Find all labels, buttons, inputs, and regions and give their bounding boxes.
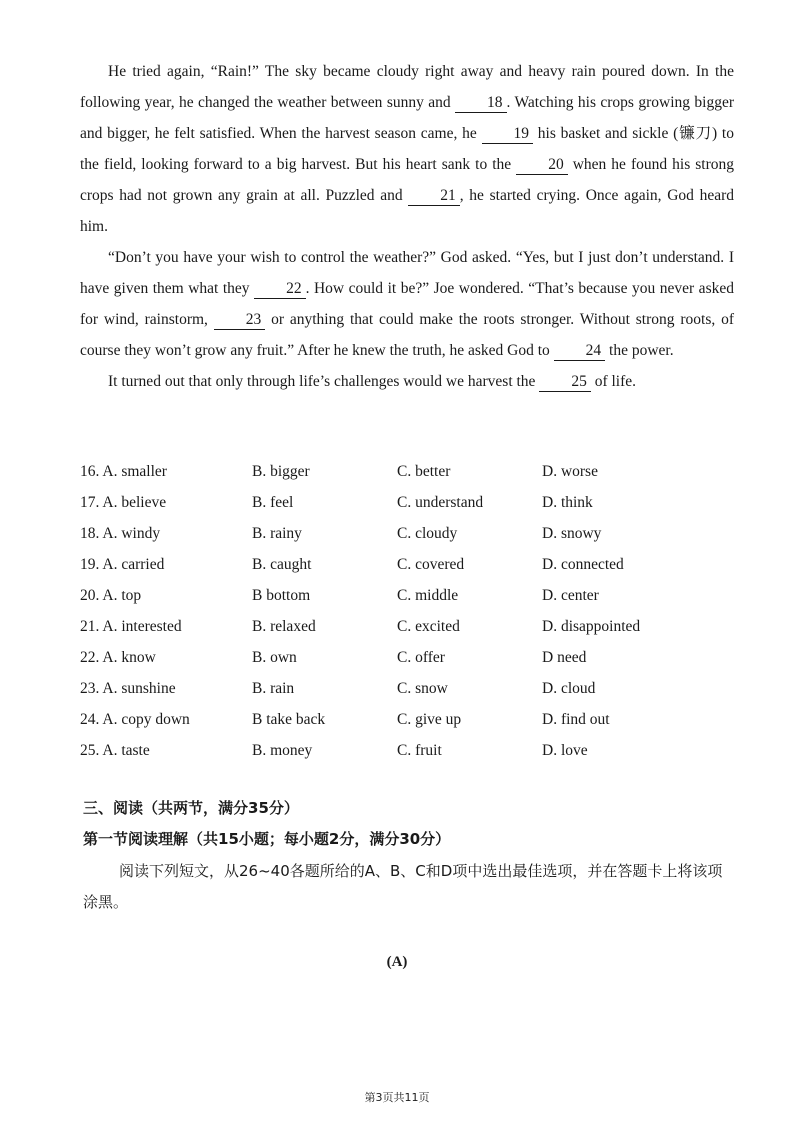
blank-24: 24	[554, 342, 606, 361]
blank-23: 23	[214, 311, 266, 330]
option-a: 18. A. windy	[80, 525, 161, 542]
option-d: D. snowy	[542, 525, 602, 542]
option-b: B. own	[252, 649, 297, 666]
passage-label: (A)	[386, 954, 408, 970]
blank-19: 19	[482, 125, 534, 144]
page-footer: 第3页共11页	[364, 1091, 430, 1104]
cloze-passage	[80, 56, 734, 397]
option-d: D. cloud	[542, 680, 596, 697]
option-c: C. fruit	[397, 742, 442, 759]
passage-text: He tried again, “Rain!” The sky became cloudy right away and heavy rain poured down. In the following year, he changed the weather between sunny and	[80, 63, 734, 111]
option-b: B. feel	[252, 494, 294, 511]
option-c: C. excited	[397, 618, 460, 635]
option-d: D. connected	[542, 556, 624, 573]
option-a: 23. A. sunshine	[80, 680, 176, 697]
passage-paragraph-3	[80, 366, 734, 397]
passage-text: , he started crying. Once again, God heard him.	[80, 187, 734, 235]
option-a: 16. A. smaller	[80, 463, 167, 480]
option-row-25	[80, 735, 740, 766]
passage-text: of life.	[590, 373, 637, 390]
option-a: 19. A. carried	[80, 556, 165, 573]
blank-22: 22	[254, 280, 306, 299]
blank-18: 18	[455, 94, 507, 113]
option-row-18	[80, 518, 740, 549]
option-c: C. understand	[397, 494, 484, 511]
passage-text: “Don’t you have your wish to control the weather?” God asked. “Yes, but I just don’t understand. I have given them what they	[80, 249, 734, 297]
passage-text: when he found his strong crops had not grown any grain at all. Puzzled and	[80, 156, 734, 204]
option-b: B. rain	[252, 680, 295, 697]
option-c: C. better	[397, 463, 451, 480]
passage-text: . Watching his crops growing bigger and bigger, he felt satisfied. When the harvest season came, he	[80, 94, 734, 142]
option-a: 24. A. copy down	[80, 711, 190, 728]
option-b: B bottom	[252, 587, 311, 604]
option-c: C. snow	[397, 680, 448, 697]
passage-text: or anything that could make the roots stronger. Without strong roots, of course they won’t grow any fruit.” After he knew the truth, he asked God to	[80, 311, 734, 359]
option-c: C. cloudy	[397, 525, 458, 542]
passage-text: It turned out that only through life’s challenges would we harvest the	[108, 373, 540, 390]
option-d: D. worse	[542, 463, 598, 480]
option-row-17	[80, 487, 740, 518]
option-d: D. center	[542, 587, 599, 604]
option-a: 25. A. taste	[80, 742, 150, 759]
option-a: 17. A. believe	[80, 494, 167, 511]
option-b: B. relaxed	[252, 618, 316, 635]
passage-paragraph-1	[80, 56, 734, 242]
option-b: B. money	[252, 742, 313, 759]
option-row-22	[80, 642, 740, 673]
passage-text: the power.	[605, 342, 674, 359]
option-c: C. offer	[397, 649, 445, 666]
option-row-20	[80, 580, 740, 611]
option-row-19	[80, 549, 740, 580]
option-b: B. rainy	[252, 525, 302, 542]
option-c: C. middle	[397, 587, 459, 604]
option-a: 22. A. know	[80, 649, 156, 666]
passage-text: . How could it be?” Joe wondered. “That’s because you never asked for wind, rainstorm,	[80, 280, 734, 328]
option-c: C. give up	[397, 711, 462, 728]
option-d: D. love	[542, 742, 588, 759]
option-d: D need	[542, 649, 587, 666]
option-d: D. disappointed	[542, 618, 641, 635]
option-row-23	[80, 673, 740, 704]
blank-25: 25	[539, 373, 591, 392]
section-instruction: 阅读下列短文，从26~40各题所给的A、B、C和D项中选出最佳选项，并在答题卡上将该项涂黑。	[83, 862, 723, 911]
option-a: 20. A. top	[80, 587, 142, 604]
option-d: D. find out	[542, 711, 610, 728]
passage-paragraph-2	[80, 242, 734, 366]
option-c: C. covered	[397, 556, 465, 573]
option-b: B take back	[252, 711, 326, 728]
blank-20: 20	[516, 156, 568, 175]
option-d: D. think	[542, 494, 593, 511]
option-b: B. caught	[252, 556, 312, 573]
section-subtitle: 第一节阅读理解（共15小题；每小题2分，满分30分）	[83, 830, 451, 848]
answer-options	[80, 456, 740, 766]
passage-text: his basket and sickle (镰刀) to the field, looking forward to a big harvest. But his heart sank to the	[80, 125, 734, 173]
blank-21: 21	[408, 187, 460, 206]
option-a: 21. A. interested	[80, 618, 182, 635]
option-row-24	[80, 704, 740, 735]
section-title: 三、阅读（共两节，满分35分）	[83, 799, 299, 817]
option-row-16	[80, 456, 740, 487]
option-row-21	[80, 611, 740, 642]
option-b: B. bigger	[252, 463, 310, 480]
